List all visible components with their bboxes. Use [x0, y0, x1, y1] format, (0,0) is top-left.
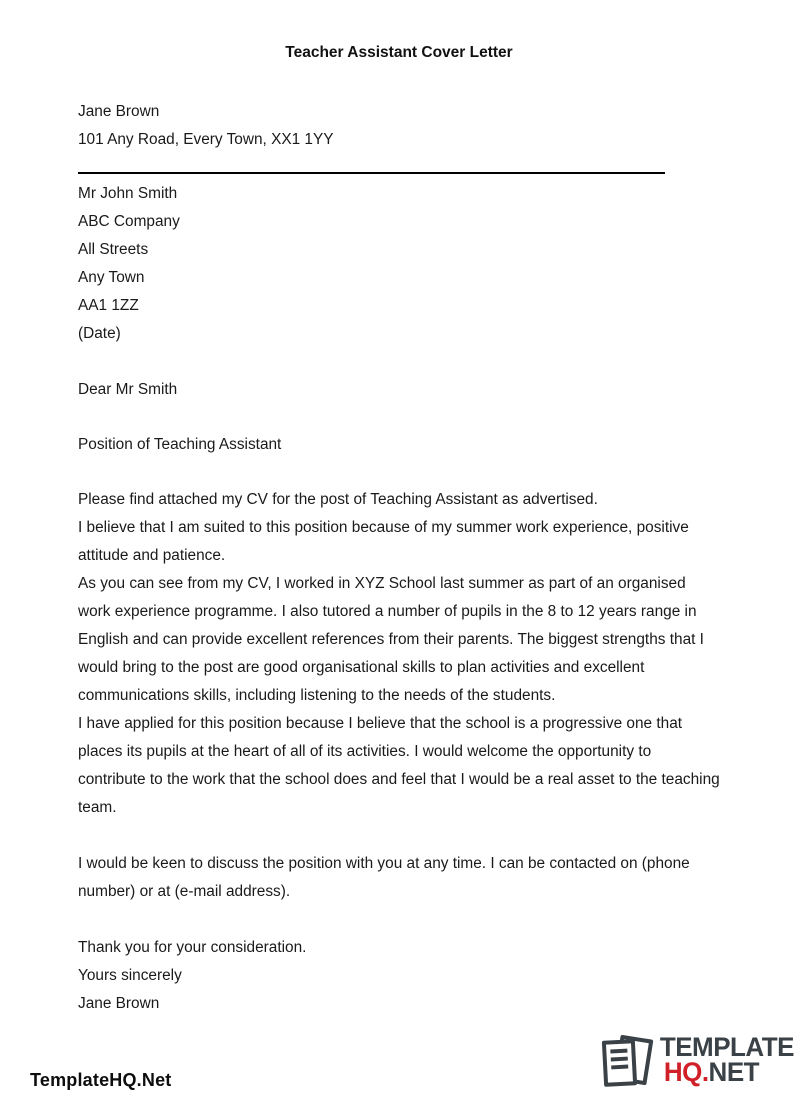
body-paragraph: I have applied for this position because I believe that the school is a progressive one that places its pupils at the heart of all of its activities. I would welcome the opportunity to contribute to the work that the school does and feel that I would be a real asset to the teaching team. [78, 715, 720, 816]
logo-wordmark [659, 1030, 794, 1088]
text-line-bar [611, 1057, 628, 1062]
contact-paragraph: I would be keen to discuss the position with you at any time. I can be contacted on (phone number) or at (e-mail address). [78, 855, 690, 900]
templatehq-logo [600, 1030, 794, 1094]
text-line-bar [611, 1065, 628, 1070]
body-paragraph: Please find attached my CV for the post of Teaching Assistant as advertised. [78, 491, 598, 508]
letter-title: Teacher Assistant Cover Letter [285, 44, 513, 61]
logo-hq-red: HQ. [663, 1055, 709, 1088]
date-placeholder-line: (Date) [78, 325, 121, 342]
recipient-line: All Streets [78, 241, 149, 258]
recipient-block [78, 180, 720, 348]
sender-address: 101 Any Road, Every Town, XX1 1YY [78, 131, 334, 148]
salutation: Dear Mr Smith [78, 381, 178, 398]
signature-name: Jane Brown [78, 995, 160, 1012]
recipient-line: Any Town [78, 269, 145, 286]
logo-line-hqnet [660, 1055, 794, 1088]
front-page-shape [602, 1039, 637, 1087]
body-paragraph: I believe that I am suited to this position because of my summer work experience, positive attitude and patience. [78, 519, 689, 564]
footer-watermark: TemplateHQ.Net [30, 1070, 172, 1090]
text-line-bar [610, 1049, 627, 1054]
closing-sincerely: Yours sincerely [78, 967, 182, 984]
recipient-line: ABC Company [78, 213, 180, 230]
document-pages-icon [600, 1034, 658, 1094]
recipient-line: AA1 1ZZ [78, 297, 139, 314]
letter-body [78, 486, 720, 822]
closing-block [78, 934, 720, 1018]
closing-thanks: Thank you for your consideration. [78, 939, 307, 956]
sender-block [78, 98, 720, 154]
recipient-line: Mr John Smith [78, 185, 178, 202]
body-paragraph: As you can see from my CV, I worked in XYZ School last summer as part of an organised work experience programme. I also tutored a number of pupils in the 8 to 12 years range in English and can provide excellent references from their parents. The biggest strengths that I would bring to the post are good organisational skills to plan activities and excellent communications skills, including listening to the needs of the students. [78, 575, 704, 704]
logo-line-template: TEMPLATE [659, 1030, 794, 1063]
subject-line: Position of Teaching Assistant [78, 436, 282, 453]
logo-net-dark: NET [708, 1055, 760, 1088]
divider-line [78, 172, 665, 174]
sender-name: Jane Brown [78, 103, 160, 120]
